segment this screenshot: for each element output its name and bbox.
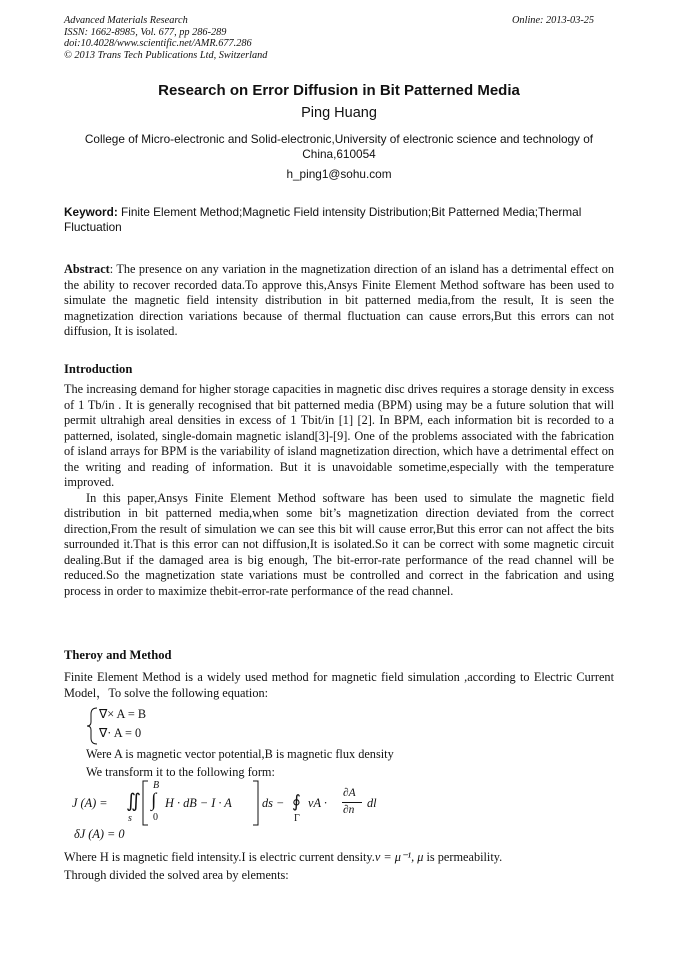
fraction-numerator: ∂A	[343, 787, 356, 799]
affiliation: College of Micro-electronic and Solid-electronic,University of electronic science and technology of China,610054	[84, 132, 594, 161]
paragraph-4-end: is permeability.	[423, 850, 503, 864]
intro-paragraph-1: The increasing demand for higher storage capacities in magnetic disc drives requires a storage density in excess of 1 Tb/in . It is generally recognised that bit patterned media (BPM) using may be a future solution that will permit ultrahigh areal densities in excess of 1 Tbit/in [1] [2]. In BPM, each information bit is recorded to a patterned, isolated, single-domain magnetic island[3]-[9]. One of the problems associated with the fabrication of island arrays for BPM is the variability of island magnetization direction, which have a detrimental effect on the writing and reading of information. But it is unavoidable sometime,especially with the temperature improved.	[64, 382, 614, 489]
journal-name: Advanced Materials Research	[64, 15, 188, 26]
contour-gamma: Γ	[294, 813, 300, 824]
paper-title: Research on Error Diffusion in Bit Patterned Media	[158, 82, 520, 99]
left-brace	[86, 707, 100, 745]
fraction-denominator: ∂n	[343, 804, 355, 816]
equation-divergence: ∇· A = 0	[99, 726, 142, 740]
single-integral: ∫	[151, 790, 157, 811]
integral-region-s: s	[128, 813, 132, 824]
doi-line: doi:10.4028/www.scientific.net/AMR.677.286	[64, 38, 252, 50]
fraction-line	[342, 802, 362, 803]
integral-lower-limit: 0	[153, 812, 158, 823]
method-paragraph-2: Were A is magnetic vector potential,B is magnetic flux density	[86, 747, 394, 761]
keyword-label: Keyword:	[64, 205, 118, 219]
abstract-label: Abstract	[64, 262, 110, 276]
introduction-heading: Introduction	[64, 362, 133, 376]
contour-integral: ∮	[292, 792, 301, 811]
variation-equation: δJ (A) = 0	[74, 827, 125, 841]
method-paragraph-4	[64, 850, 614, 866]
author-name: Ping Huang	[301, 105, 377, 121]
method-paragraph-5: Through divided the solved area by elements:	[64, 868, 289, 882]
permeability-relation: ν = μ⁻¹, μ	[374, 850, 424, 864]
contour-integrand: νA ·	[308, 796, 327, 810]
integrand: H · dB − I · A	[165, 796, 232, 810]
functional-lhs: J (A) =	[72, 796, 108, 810]
copyright-line: © 2013 Trans Tech Publications Ltd, Switzerland	[64, 49, 268, 61]
keywords	[64, 205, 616, 234]
surface-element: ds −	[262, 796, 285, 810]
abstract-text: : The presence on any variation in the magnetization direction of an island has a detrimental effect on the ability to recover recorded data.To approve this,Ansys Finite Element Method software has been used to simulate the magnetic field intensity distribution in bit patterned media,from the result, It is seen the magnetization direction variations because of thermal fluctuation can cause errors,But this errors can not diffusion, It is isolated.	[64, 262, 614, 338]
journal-header	[64, 15, 267, 61]
keyword-text: Finite Element Method;Magnetic Field intensity Distribution;Bit Patterned Media;Thermal Fluctuation	[64, 205, 582, 234]
method-paragraph-3: We transform it to the following form:	[86, 765, 275, 779]
left-bracket	[141, 780, 149, 826]
method-paragraph-1: Finite Element Method is a widely used method for magnetic field simulation ,according to Electric Current Model，To solve the following equation:	[64, 670, 614, 700]
paragraph-4-text: Where H is magnetic field intensity.I is electric current density.	[64, 850, 375, 864]
introduction-body	[64, 382, 614, 599]
abstract	[64, 262, 614, 340]
line-element: dl	[367, 796, 377, 810]
method-heading: Theroy and Method	[64, 648, 172, 662]
double-integral: ∬	[126, 791, 141, 812]
intro-paragraph-2: In this paper,Ansys Finite Element Method software has been used to simulate the magnetic field distribution in bit patterned media,when some bit’s magnetization direction deviated from the correct direction,From the result of simulation we can see this bit will cause error,But this error can not affect the bits surrounded it.That is this error can not diffusion,It is isolated.So it can be correct with some magnetic circuit dealing.But if the damaged area is big enough, The bit-error-rate performance of the read channel will be reduced.So the magnetization state variations must be controlled and correct in the fabrication and using process in order to maximize thebit-error-rate performance of the read channel.	[64, 490, 614, 598]
issn-line: ISSN: 1662-8985, Vol. 677, pp 286-289	[64, 26, 227, 38]
integral-upper-limit: B	[153, 780, 160, 791]
author-email: h_ping1@sohu.com	[286, 167, 392, 181]
online-date: Online: 2013-03-25	[512, 15, 595, 26]
right-bracket	[252, 780, 260, 826]
equation-curl: ∇× A = B	[99, 707, 147, 721]
